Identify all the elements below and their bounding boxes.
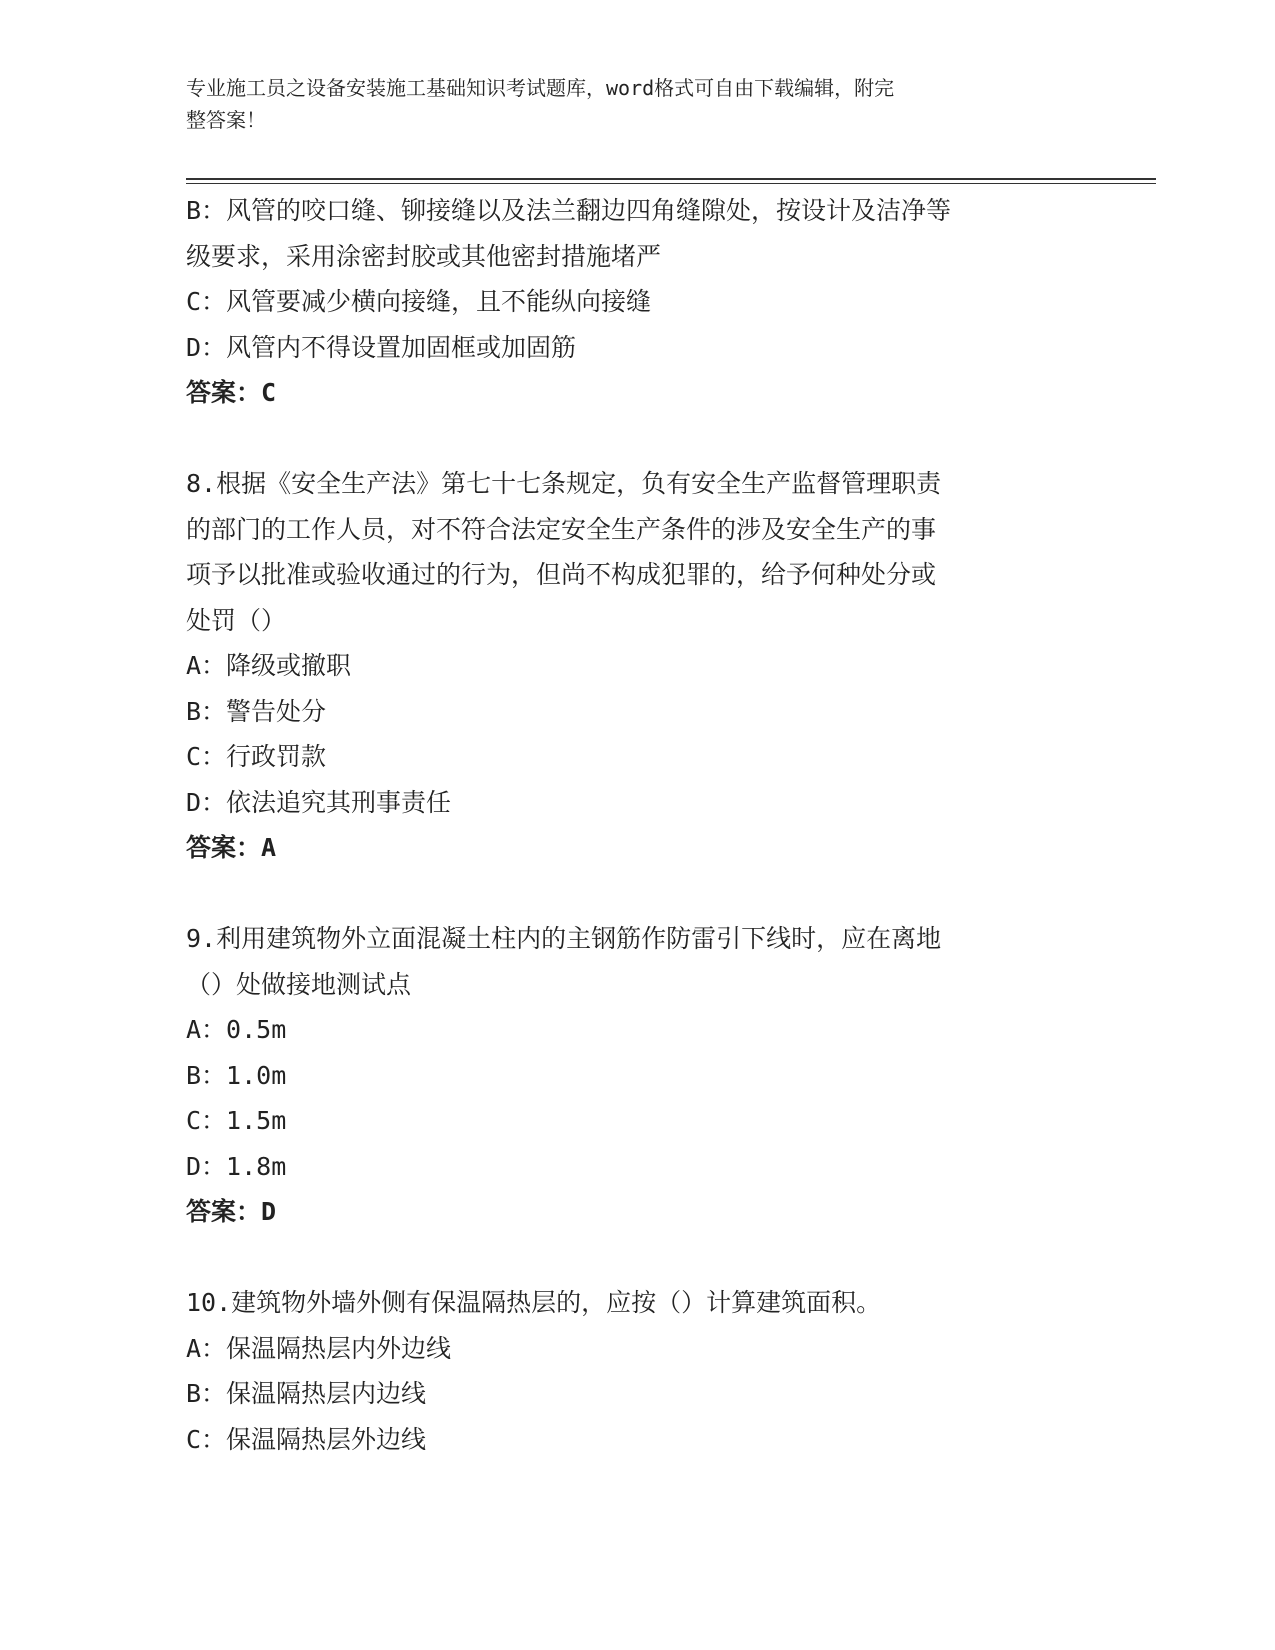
question-8-block <box>186 461 1076 871</box>
q9-option-b: B：1.0m <box>186 1060 287 1090</box>
document-header <box>186 72 1076 136</box>
q7-option-d: D：风管内不得设置加固框或加固筋 <box>186 332 577 362</box>
question-9-block <box>186 916 1076 1235</box>
q9-stem-line-1: 9.利用建筑物外立面混凝土柱内的主钢筋作防雷引下线时，应在离地 <box>186 924 942 953</box>
header-line-2: 整答案！ <box>186 108 266 132</box>
q10-option-c: C：保温隔热层外边线 <box>186 1424 427 1454</box>
question-spacer <box>186 1235 1076 1281</box>
q8-stem-line-2: 的部门的工作人员，对不符合法定安全生产条件的涉及安全生产的事 <box>186 514 937 544</box>
header-line-1: 专业施工员之设备安装施工基础知识考试题库，word格式可自由下载编辑，附完 <box>186 76 895 100</box>
q10-option-b: B：保温隔热层内边线 <box>186 1379 427 1408</box>
q9-option-a: A：0.5m <box>186 1015 287 1044</box>
q8-answer: 答案：A <box>186 833 277 862</box>
q8-stem-line-4: 处罚（） <box>186 605 287 635</box>
header-divider-thin <box>186 183 1156 184</box>
question-spacer <box>186 871 1076 917</box>
q9-option-c: C：1.5m <box>186 1106 287 1135</box>
question-spacer <box>186 416 1076 462</box>
question-content <box>186 188 1076 1462</box>
q8-stem-line-1: 8.根据《安全生产法》第七十七条规定，负有安全生产监督管理职责 <box>186 469 942 498</box>
q7-option-b-line-2: 级要求，采用涂密封胶或其他密封措施堵严 <box>186 241 662 271</box>
q8-option-c: C：行政罚款 <box>186 742 327 771</box>
q8-option-d: D：依法追究其刑事责任 <box>186 787 452 817</box>
q7-answer: 答案：C <box>186 378 277 407</box>
q9-stem-line-2: （）处做接地测试点 <box>186 969 412 999</box>
q7-option-c: C：风管要减少横向接缝，且不能纵向接缝 <box>186 287 652 316</box>
question-10-block <box>186 1280 1076 1462</box>
q8-option-b: B：警告处分 <box>186 696 327 726</box>
q10-option-a: A：保温隔热层内外边线 <box>186 1333 452 1363</box>
q9-option-d: D：1.8m <box>186 1151 287 1181</box>
question-7-block <box>186 188 1076 416</box>
q9-answer: 答案：D <box>186 1197 277 1226</box>
q8-option-a: A：降级或撤职 <box>186 651 352 680</box>
q8-stem-line-3: 项予以批准或验收通过的行为，但尚不构成犯罪的，给予何种处分或 <box>186 560 937 589</box>
q7-option-b-line-1: B：风管的咬口缝、铆接缝以及法兰翻边四角缝隙处，按设计及洁净等 <box>186 196 952 225</box>
q10-stem-line-1: 10.建筑物外墙外侧有保温隔热层的，应按（）计算建筑面积。 <box>186 1288 882 1317</box>
header-divider-thick <box>186 178 1156 180</box>
